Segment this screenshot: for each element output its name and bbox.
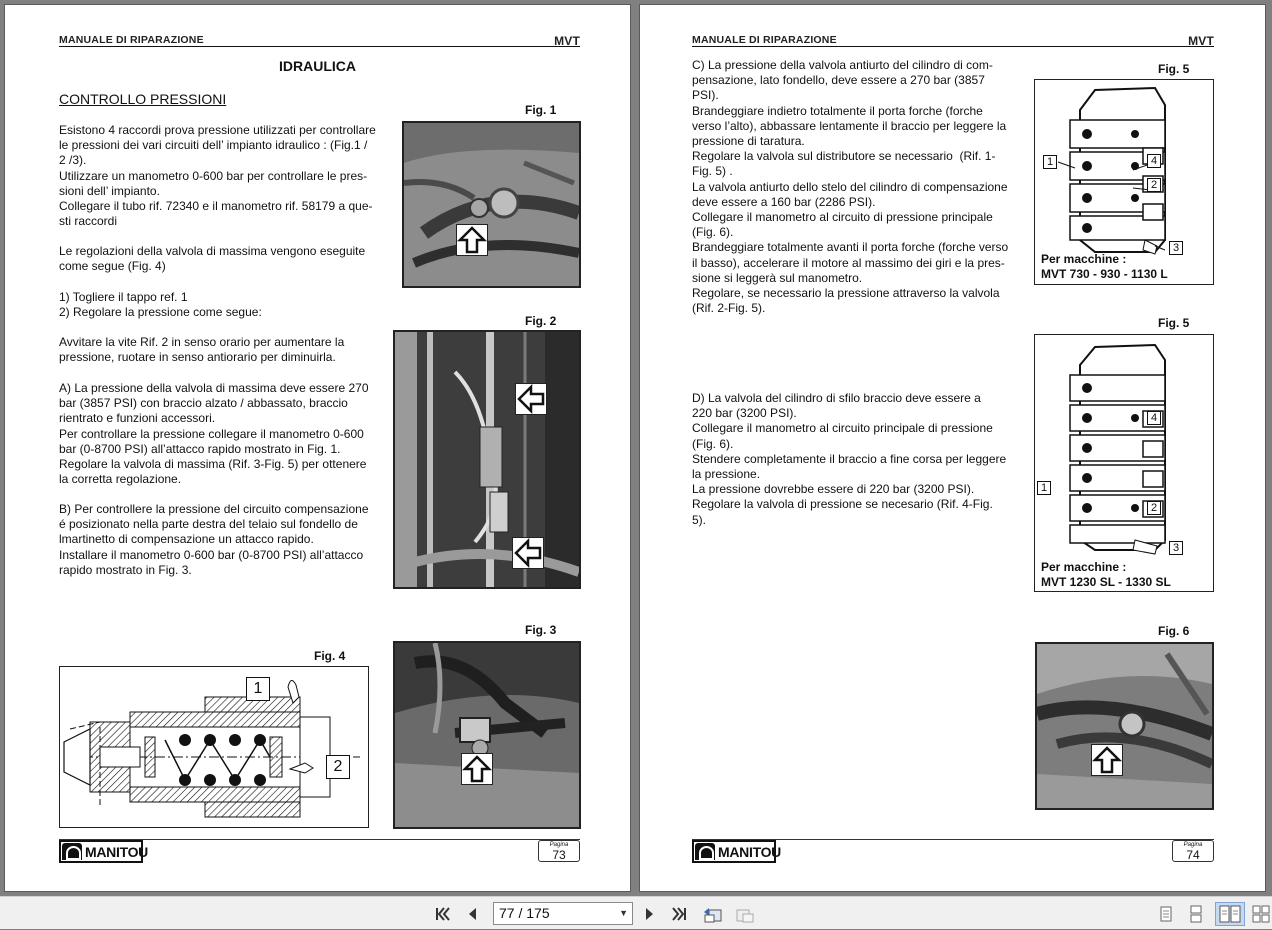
paragraph: 1) Togliere il tappo ref. 1 2) Regolare la pressione come segue: <box>59 290 262 320</box>
machine-caption: Per macchine : MVT 1230 SL - 1330 SL <box>1041 560 1171 589</box>
fig-3-photo <box>393 641 581 829</box>
single-page-view-button[interactable] <box>1158 905 1174 923</box>
fig-2-photo <box>393 330 581 589</box>
manual-title: MANUALE DI RIPARAZIONE <box>59 34 204 46</box>
next-page-button[interactable] <box>643 905 657 923</box>
continuous-page-icon <box>1188 905 1204 923</box>
paragraph: Avvitare la vite Rif. 2 in senso orario per aumentare la pressione, ruotare in senso antiorario per diminuirla. <box>59 335 345 365</box>
manual-title: MANUALE DI RIPARAZIONE <box>692 34 837 46</box>
paragraph: Le regolazioni della valvola di massima vengono eseguite come segue (Fig. 4) <box>59 244 366 274</box>
page-74 <box>639 4 1266 892</box>
fig-4-diagram <box>59 666 369 828</box>
fig-6-label: Fig. 6 <box>1158 624 1190 638</box>
fig-3-label: Fig. 3 <box>525 623 557 637</box>
go-back-view-button[interactable] <box>702 905 724 923</box>
up-arrow-icon <box>461 753 493 785</box>
fig-6-photo <box>1035 642 1214 810</box>
left-arrow-icon <box>515 383 547 415</box>
facing-view-button[interactable] <box>1215 902 1245 926</box>
continuous-facing-icon <box>1252 905 1270 923</box>
paragraph: Esistono 4 raccordi prova pressione utilizzati per controllare le pressioni dei vari circuiti dell’ impianto idraulico : (Fig.1 / 2 /3). Utilizzare un manometro 0-600 bar per controllare le pres- sioni dell’ impianto. Collegare il tubo rif. 72340 e il manometro rif. 58179 a que- sti raccordi <box>59 123 376 229</box>
fig-1-label: Fig. 1 <box>525 103 557 117</box>
viewer-toolbar <box>0 896 1272 929</box>
callout-3: 3 <box>1169 241 1183 255</box>
previous-page-button[interactable] <box>465 905 479 923</box>
page-indicator: 77 / 175 <box>499 905 550 921</box>
last-page-button[interactable] <box>670 905 688 923</box>
continuous-facing-view-button[interactable] <box>1252 905 1270 923</box>
machine-caption: Per macchine : MVT 730 - 930 - 1130 L <box>1041 252 1168 281</box>
first-page-button[interactable] <box>434 905 452 923</box>
fig-5-valve-diagram-large <box>1034 334 1214 592</box>
facing-pages-icon <box>1216 903 1244 925</box>
go-forward-icon <box>734 905 756 923</box>
paragraph: C) La pressione della valvola antiurto del cilindro di com- pensazione, lato fondello, deve essere a 270 bar (3857 PSI). Brandeggiare indietro totalmente il porta forche (forche verso l’alto), abbassare lentamente il braccio per leggere la pressione di taratura. Regolare la valvola sul distributore se necessario (Rif. 1- Fig. 5) . La valvola antiurto dello stelo del cilindro di compensazione deve essere a 160 bar (2286 PSI). Collegare il manometro al circuito di pressione principale (Fig. 6). Brandeggiare totalmente avanti il porta forche (forche verso il basso), accelerare il motore al massimo dei giri e la pres- sione si leggerà sul manometro. Regolare, se necessario la pressione attraverso la valvola (Rif. 2-Fig. 5). <box>692 58 1009 316</box>
callout-4: 4 <box>1147 154 1161 168</box>
model-label: MVT <box>554 34 580 48</box>
continuous-view-button[interactable] <box>1188 905 1204 923</box>
fig-5-label: Fig. 5 <box>1158 316 1190 330</box>
fig-1-photo <box>402 121 581 288</box>
previous-page-icon <box>465 905 479 923</box>
callout-2: 2 <box>326 755 350 779</box>
fig-2-label: Fig. 2 <box>525 314 557 328</box>
page-number: 73 <box>552 848 566 862</box>
go-back-icon <box>702 905 724 923</box>
fig-4-label: Fig. 4 <box>314 649 346 663</box>
up-arrow-icon <box>1091 744 1123 776</box>
first-page-icon <box>434 905 452 923</box>
callout-2: 2 <box>1147 501 1161 515</box>
page-number-box: Pagina 73 <box>538 840 580 862</box>
callout-2: 2 <box>1147 178 1161 192</box>
callout-1: 1 <box>1043 155 1057 169</box>
callout-1: 1 <box>246 677 270 701</box>
page-header <box>59 34 580 47</box>
fig-5-label: Fig. 5 <box>1158 62 1190 76</box>
model-label: MVT <box>1188 34 1214 48</box>
section-title: IDRAULICA <box>279 58 356 74</box>
next-page-icon <box>643 905 657 923</box>
paragraph: D) La valvola del cilindro di sfilo braccio deve essere a 220 bar (3200 PSI). Collegare il manometro al circuito principale di pressione (Fig. 6). Stendere completamente il braccio a fine corsa per leggere la pressione. La pressione dovrebbe essere di 220 bar (3200 PSI). Regolare la valvola di pressione se necesario (Rif. 4-Fig. 5). <box>692 391 1007 527</box>
callout-3: 3 <box>1169 541 1183 555</box>
manitou-logo: MANITOU <box>692 840 776 863</box>
callout-4: 4 <box>1147 411 1161 425</box>
page-number-box: Pagina 74 <box>1172 840 1214 862</box>
go-forward-view-button[interactable] <box>734 905 756 923</box>
page-selector[interactable] <box>493 902 633 925</box>
single-page-icon <box>1158 905 1174 923</box>
paragraph: B) Per controllere la pressione del circuito compensazione é posizionato nella parte destra del telaio sul fondello de lmartinetto di compensazione un attacco rapido. Installare il manometro 0-600 bar (0-8700 PSI) all’attacco rapido mostrato in Fig. 3. <box>59 502 369 577</box>
up-arrow-icon <box>456 224 488 256</box>
manitou-logo: MANITOU <box>59 840 143 863</box>
callout-1: 1 <box>1037 481 1051 495</box>
page-73 <box>4 4 631 892</box>
fig-5-valve-diagram <box>1034 79 1214 285</box>
left-arrow-icon <box>512 537 544 569</box>
section-subtitle: CONTROLLO PRESSIONI <box>59 91 227 107</box>
page-header <box>692 34 1214 47</box>
page-number: 74 <box>1186 848 1200 862</box>
last-page-icon <box>670 905 688 923</box>
chevron-down-icon[interactable]: ▼ <box>619 908 628 918</box>
paragraph: A) La pressione della valvola di massima deve essere 270 bar (3857 PSI) con braccio alzato / abbassato, braccio rientrato e funzioni accessori. Per controllare la pressione collegare il manometro 0-600 bar (0-8700 PSI) all’attacco rapido mostrato in Fig. 1. Regolare la valvola di massima (Rif. 3-Fig. 5) per ottenere la corretta regolazione. <box>59 381 369 487</box>
